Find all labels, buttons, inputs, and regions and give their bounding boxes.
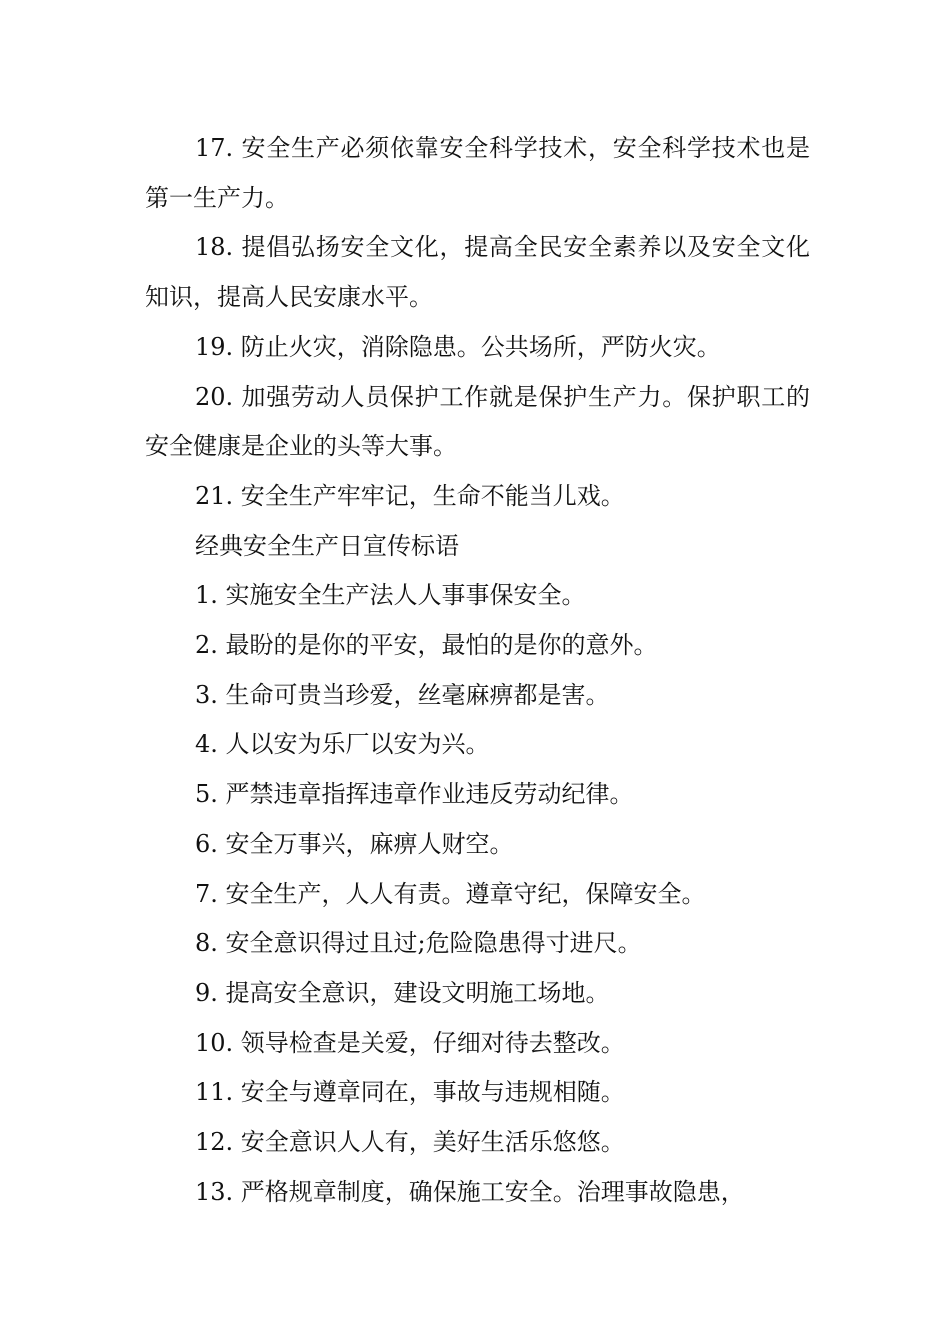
slogan-11: 11. 安全与遵章同在，事故与违规相随。	[195, 1078, 625, 1107]
slogan-5: 5. 严禁违章指挥违章作业违反劳动纪律。	[195, 780, 634, 809]
slogan-2: 2. 最盼的是你的平安，最怕的是你的意外。	[195, 631, 658, 660]
slogan-10: 10. 领导检查是关爱，仔细对待去整改。	[195, 1028, 625, 1057]
slogan-1: 1. 实施安全生产法人人事事保安全。	[195, 581, 586, 610]
document-body	[145, 124, 810, 1217]
slogan-4: 4. 人以安为乐厂以安为兴。	[195, 730, 490, 759]
slogan-18: 18. 提倡弘扬安全文化，提高全民安全素养以及安全文化知识，提高人民安康水平。	[145, 233, 810, 312]
section-heading: 经典安全生产日宣传标语	[195, 531, 459, 560]
slogan-8: 8. 安全意识得过且过;危险隐患得寸进尺。	[195, 929, 642, 958]
slogan-17: 17. 安全生产必须依靠安全科学技术，安全科学技术也是第一生产力。	[145, 134, 810, 212]
slogan-6: 6. 安全万事兴，麻痹人财空。	[195, 829, 514, 858]
slogan-9: 9. 提高安全意识，建设文明施工场地。	[195, 978, 610, 1007]
slogan-13: 13. 严格规章制度，确保施工安全。治理事故隐患，	[195, 1177, 745, 1206]
slogan-19: 19. 防止火灾，消除隐患。公共场所，严防火灾。	[195, 332, 721, 361]
slogan-7: 7. 安全生产，人人有责。遵章守纪，保障安全。	[195, 879, 706, 908]
slogan-20: 20. 加强劳动人员保护工作就是保护生产力。保护职工的安全健康是企业的头等大事。	[145, 382, 810, 461]
slogan-12: 12. 安全意识人人有，美好生活乐悠悠。	[195, 1128, 625, 1157]
slogan-21: 21. 安全生产牢牢记，生命不能当儿戏。	[195, 481, 625, 510]
slogan-3: 3. 生命可贵当珍爱，丝毫麻痹都是害。	[195, 680, 610, 709]
